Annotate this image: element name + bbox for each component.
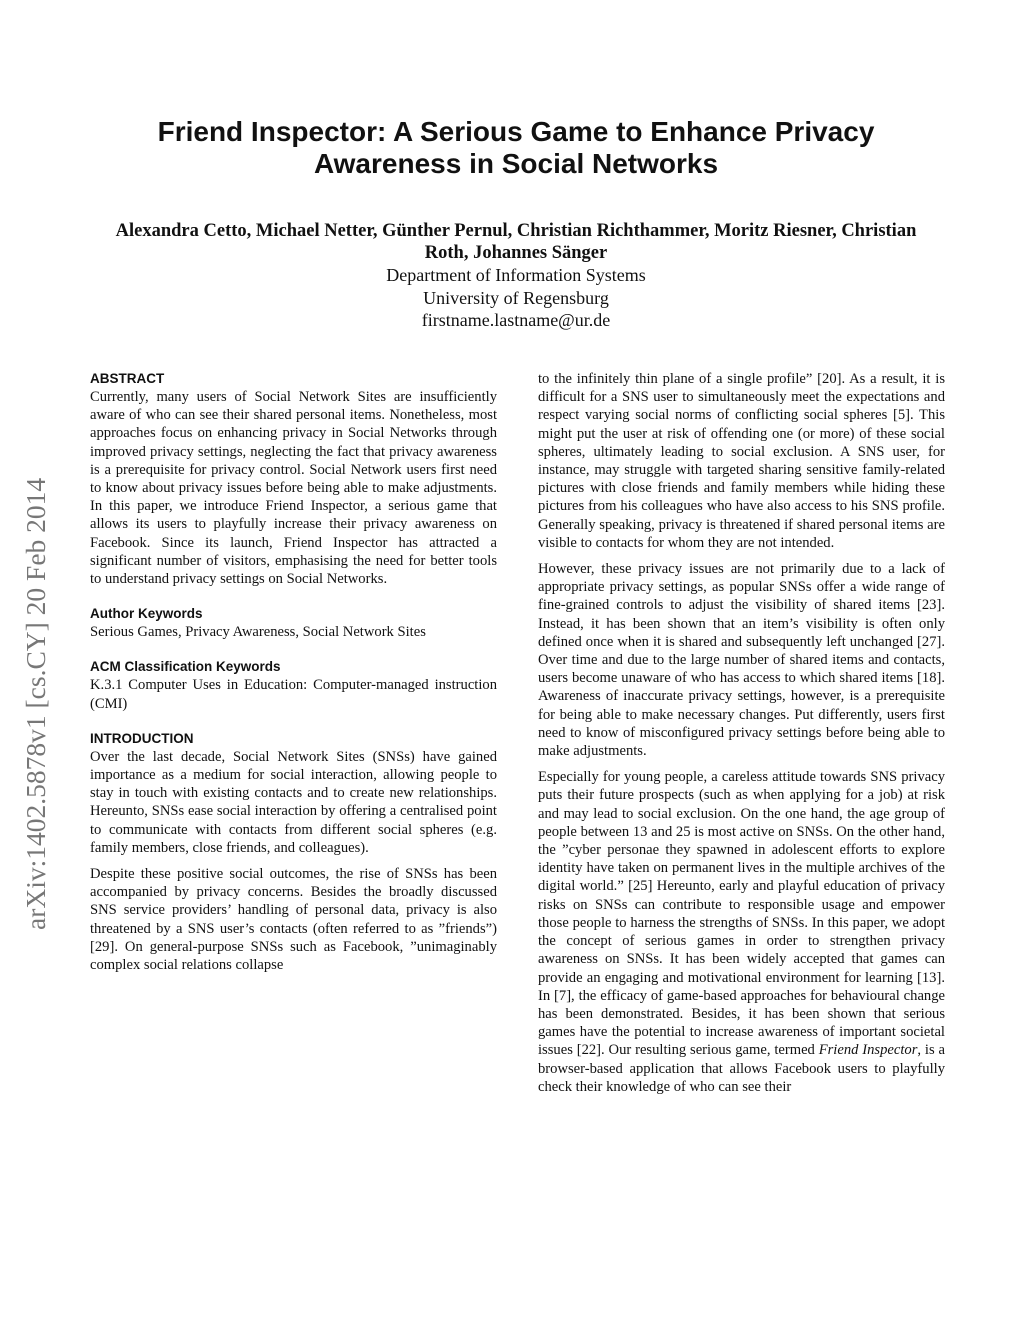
contact-email: firstname.lastname@ur.de	[421, 310, 611, 330]
affiliation-block	[100, 264, 932, 332]
arxiv-identifier: arXiv:1402.5878v1 [cs.CY] 20 Feb 2014	[20, 477, 51, 930]
introduction-heading: INTRODUCTION	[90, 730, 194, 746]
author-list: Alexandra Cetto, Michael Netter, Günther Pernul, Christian Richthammer, Moritz Riesner, Christian Roth, Johannes Sänger	[115, 221, 917, 263]
acm-keywords-heading: ACM Classification Keywords	[90, 659, 281, 675]
abstract-text: Currently, many users of Social Network Sites are insufficiently aware of who can see their shared personal items. Nonetheless, most approaches focus on enhancing privacy in Social Networks through improved privacy settings, neglecting the fact that privacy awareness is a prerequisite for privacy control. Social Network users first need to know about privacy issues before being able to make adjustments. In this paper, we introduce Friend Inspector, a serious game that allows its users to playfully increase their privacy awareness on Facebook. Since its launch, Friend Inspector has attracted a significant number of visitors, emphasising the need for better tools to understand privacy settings on Social Networks.	[90, 389, 497, 588]
introduction-paragraph-3: to the infinitely thin plane of a single profile” [20]. As a result, it is difficult for a SNS user to simultaneously meet the expectations and respect varying social norms of conflicting social spheres [5]. This might put the user at risk of offending one (or more) of these social spheres, ultimately leading to social exclusion. A SNS user, for instance, may struggle with targeted sharing sensitive family-related pictures with close friends and family members while hiding these pictures from his colleagues who have also access to his SNS profile. Generally speaking, privacy is threatened if shared personal items are visible to contacts for whom they are not intended.	[538, 371, 945, 551]
acm-keywords-text: K.3.1 Computer Uses in Education: Computer-managed instruction (CMI)	[90, 677, 497, 712]
game-name-emphasis: Friend Inspector	[818, 1042, 918, 1059]
paper-title: Friend Inspector: A Serious Game to Enhance Privacy Awareness in Social Networks	[157, 116, 875, 179]
left-column	[90, 370, 497, 974]
university: University of Regensburg	[423, 287, 609, 308]
introduction-paragraph-1: Over the last decade, Social Network Sites (SNSs) have gained importance as a medium for social interaction, allowing people to stay in touch with existing contacts and to create new relationships. Hereunto, SNSs ease social interaction by offering a centralised point to communicate with contacts from different social spheres (e.g. family members, close friends, and colleagues).	[90, 748, 497, 856]
introduction-paragraph-4: However, these privacy issues are not primarily due to a lack of appropriate privacy settings, as popular SNSs offer a wide range of fine-grained controls to adjust the visibility of shared items [23]. Instead, it has been shown that an item’s visibility is often only defined once when it is shared and subsequently left unchanged [27]. Over time and due to the large number of shared items and contacts, users become unaware of who has access to which shared items [18]. Awareness of inaccurate privacy settings, however, is a prerequisite for being able to make necessary changes. Put differently, users first need to know of misconfigured privacy settings before being able to make adjustments.	[538, 561, 945, 760]
paragraph-5-text-end: , is a browser-based application that allows Facebook users to playfully check their knowledge of who can see their	[538, 1042, 945, 1095]
introduction-paragraph-5	[538, 768, 945, 1096]
abstract-heading: ABSTRACT	[90, 371, 165, 386]
paragraph-5-text-start: Especially for young people, a careless attitude towards SNS privacy puts their future prospects (such as when applying for a job) at risk and may lead to social exclusion. On the one hand, the age group of people between 13 and 25 is most active on SNSs. On the other hand, the ”cyber personae they spawned in adolescent efforts to explore identity have taken on permanent lives in the multiple archives of the digital world.” [25] Hereunto, early and playful education of privacy risks on SNSs can contribute to responsible usage and empower those people to harness the strengths of SNSs. In this paper, we adopt the concept of serious games in order to strengthen privacy awareness on SNSs. It has been widely accepted that games can provide an engaging and motivational environment for learning [13]. In [7], the efficacy of game-based approaches for behavioural change has been demonstrated. Besides, it has been shown that serious games have the potential to increase awareness of important societal issues [22]. Our resulting serious game, termed	[538, 769, 945, 1059]
right-column	[538, 370, 945, 1096]
introduction-paragraph-2: Despite these positive social outcomes, the rise of SNSs has been accompanied by privacy concerns. Besides the broadly discussed SNS service providers’ handling of personal data, privacy is also threatened by a SNS user’s contacts (often referred to as ”friends”) [29]. On general-purpose SNSs such as Facebook, ”unimaginably complex social relations collapse	[90, 866, 497, 974]
author-keywords-text: Serious Games, Privacy Awareness, Social Network Sites	[90, 624, 426, 641]
department: Department of Information Systems	[386, 265, 646, 285]
author-keywords-heading: Author Keywords	[90, 606, 203, 622]
